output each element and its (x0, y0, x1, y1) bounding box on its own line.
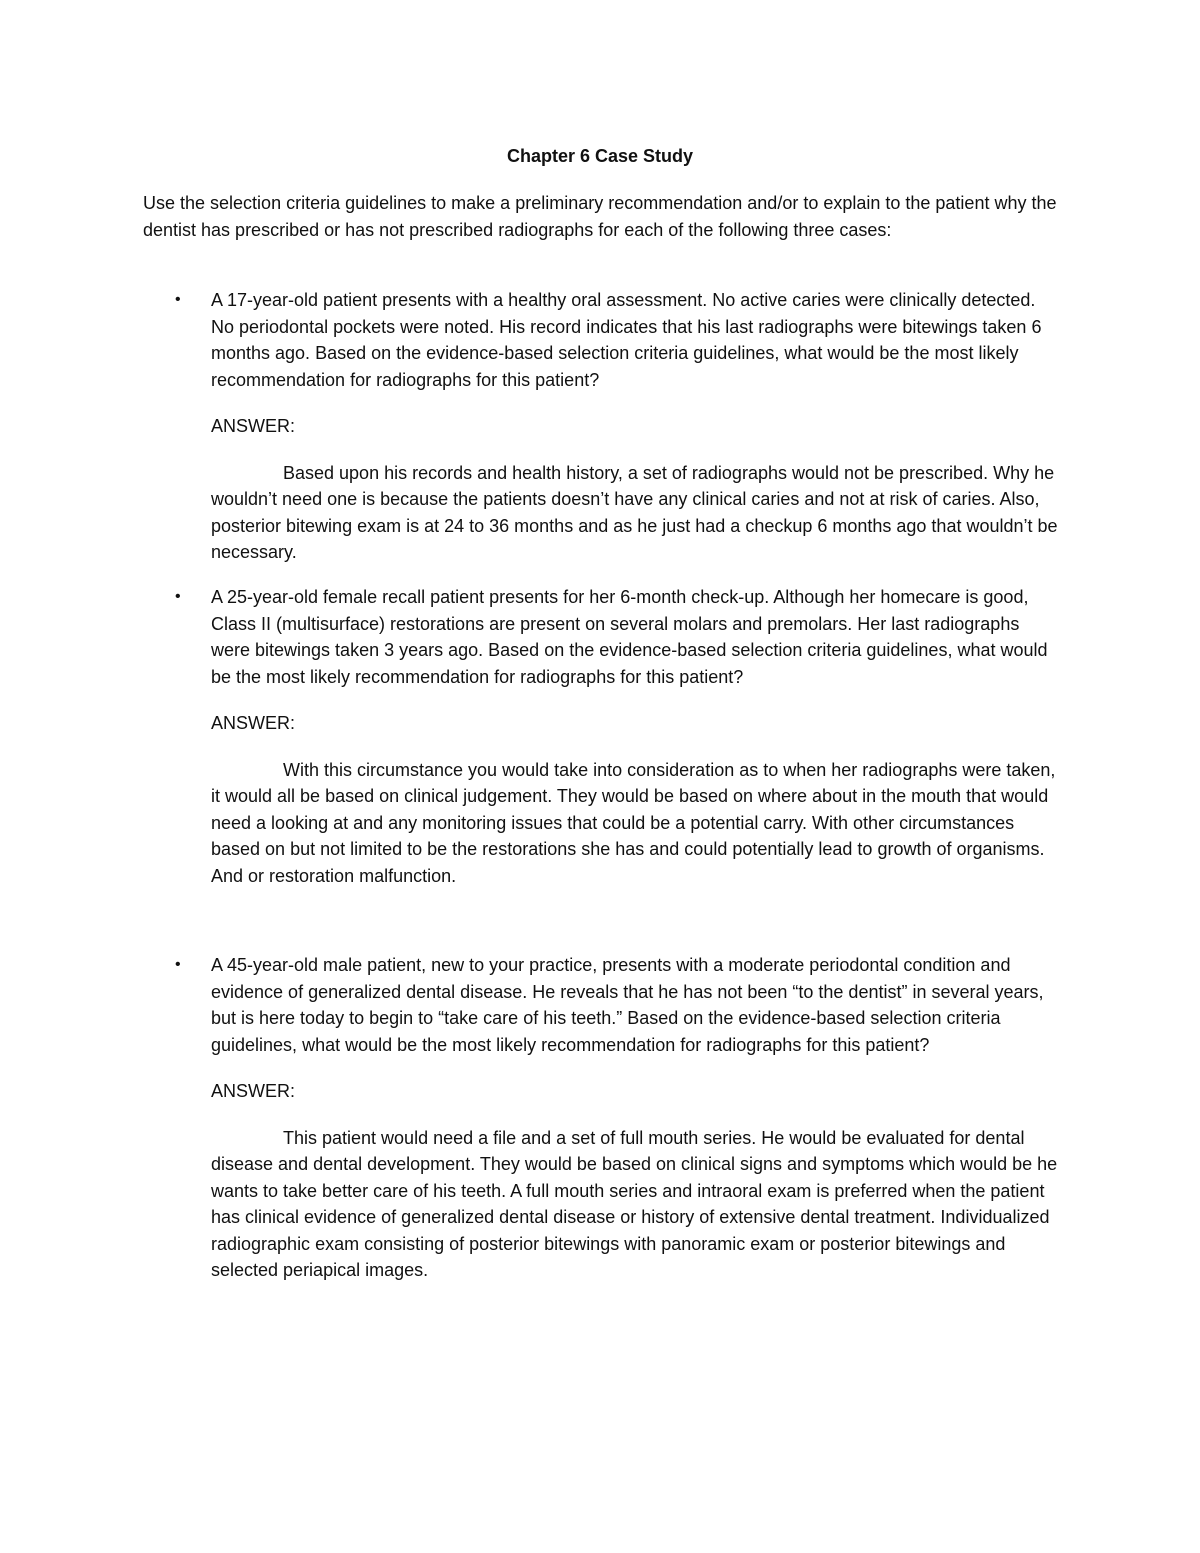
case-1 (175, 287, 1058, 566)
case-2-question: A 25-year-old female recall patient presents for her 6-month check-up. Although her homecare is good, Class II (multisurface) restorations are present on several molars and premolars. Her last radiographs were bitewings taken 3 years ago. Based on the evidence-based selection criteria guidelines, what would be the most likely recommendation for radiographs for this patient? (211, 587, 1048, 687)
bullet-icon: • (175, 956, 181, 973)
bullet-icon: • (175, 291, 181, 308)
intro-paragraph: Use the selection criteria guidelines to make a preliminary recommendation and/or to explain to the patient why the dentist has prescribed or has not prescribed radiographs for each of the following three cases: (143, 193, 1057, 240)
bullet-icon: • (175, 588, 181, 605)
case-3-answer-label: ANSWER: (211, 1081, 296, 1101)
case-1-answer-label: ANSWER: (211, 416, 296, 436)
case-2 (175, 584, 1058, 889)
case-1-answer: Based upon his records and health history, a set of radiographs would not be prescribed. Why he wouldn’t need one is because the patients doesn’t have any clinical caries and not at risk of caries. Also, posterior bitewing exam is at 24 to 36 months and as he just had a checkup 6 months ago that wouldn’t be necessary. (211, 462, 1058, 562)
case-1-question: A 17-year-old patient presents with a healthy oral assessment. No active caries were clinically detected. No periodontal pockets were noted. His record indicates that his last radiographs were bitewings taken 6 months ago. Based on the evidence-based selection criteria guidelines, what would be the most likely recommendation for radiographs for this patient? (211, 290, 1042, 390)
document-title: Chapter 6 Case Study (506, 146, 694, 166)
case-2-answer-label: ANSWER: (211, 713, 296, 733)
case-3 (175, 952, 1058, 1284)
case-3-question: A 45-year-old male patient, new to your practice, presents with a moderate periodontal condition and evidence of generalized dental disease. He reveals that he has not been “to the dentist” in several years, but is here today to begin to “take care of his teeth.” Based on the evidence-based selection criteria guidelines, what would be the most likely recommendation for radiographs for this patient? (211, 955, 1044, 1055)
case-2-answer: With this circumstance you would take into consideration as to when her radiographs were taken, it would all be based on clinical judgement. They would be based on where about in the mouth that would need a looking at and any monitoring issues that could be a potential carry. With other circumstances based on but not limited to be the restorations she has and could potentially lead to growth of organisms. And or restoration malfunction. (211, 759, 1056, 886)
case-3-answer: This patient would need a file and a set of full mouth series. He would be evaluated for dental disease and dental development. They would be based on clinical signs and symptoms which would be he wants to take better care of his teeth. A full mouth series and intraoral exam is preferred when the patient has clinical evidence of generalized dental disease or history of extensive dental treatment. Individualized radiographic exam consisting of posterior bitewings with panoramic exam or posterior bitewings and selected periapical images. (211, 1127, 1058, 1280)
